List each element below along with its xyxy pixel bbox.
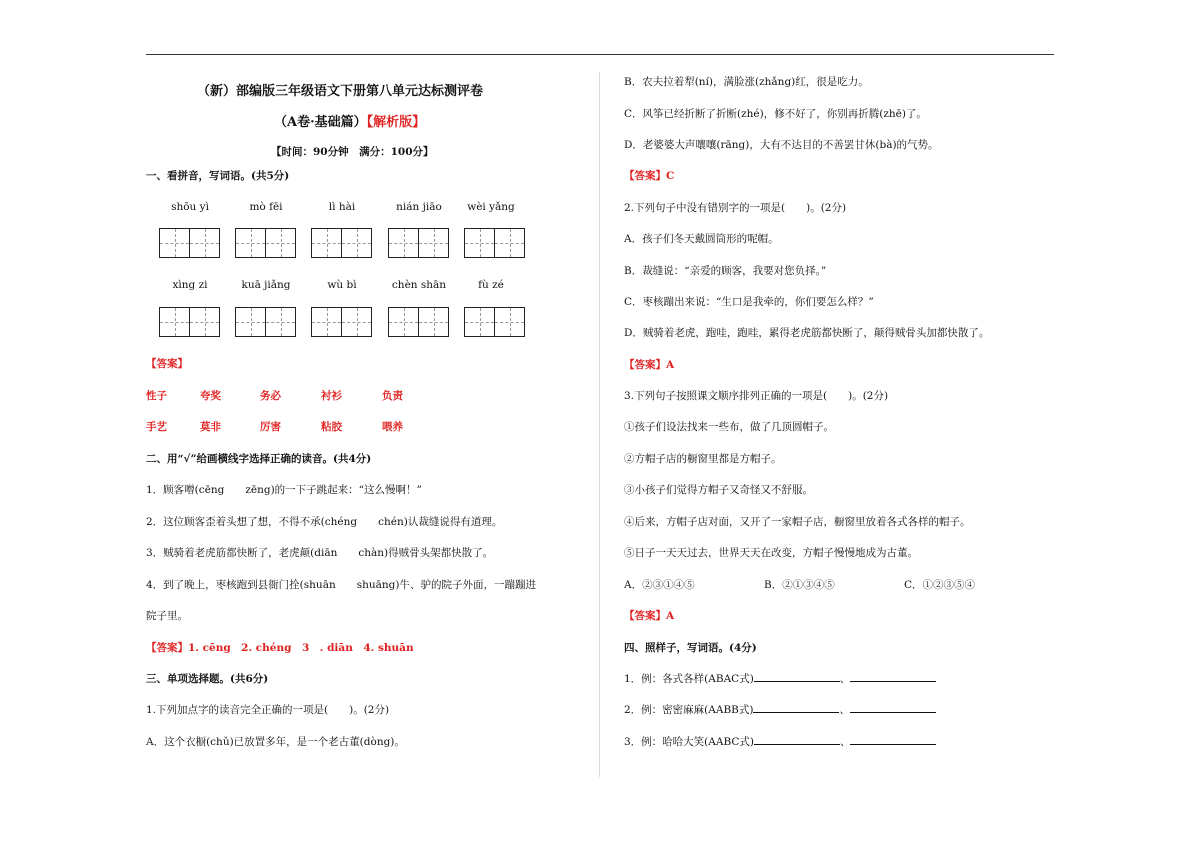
section3-q3-option-c: C．①②③⑤④ — [904, 579, 976, 591]
answer-word: 衬衫 — [321, 390, 342, 402]
section3-q1-option-a: A．这个衣橱(chǔ)已放置多年，是一个老古董(dòng)。 — [146, 736, 405, 748]
answer-word: 喂养 — [382, 421, 403, 433]
section4-heading: 四、照样子，写词语。(4分) — [624, 642, 757, 654]
section4-q3-label: 3．例：哈哈大笑(AABC式) — [624, 736, 754, 748]
answer-blank[interactable] — [754, 672, 840, 682]
answer-word: 务必 — [260, 390, 281, 402]
section3-q2-option-b: B．裁缝说：“亲爱的顾客，我要对您负择。” — [624, 265, 827, 277]
section3-q2: 2.下列句子中没有错别字的一项是( )。(2分) — [624, 202, 847, 214]
answer-word: 莫非 — [200, 421, 221, 433]
section1-heading: 一、看拼音，写词语。(共5分) — [146, 170, 290, 182]
section3-heading: 三、单项选择题。(共6分) — [146, 673, 269, 685]
section4-q3 — [624, 734, 936, 749]
section4-q1 — [624, 671, 936, 686]
section3-q1-option-c: C．风筝已经折断了折断(zhé)，修不好了，你别再折腾(zhē)了。 — [624, 108, 927, 120]
section3-q3-sentence-2: ②方帽子店的橱窗里都是方帽子。 — [624, 453, 782, 465]
section3-q3-sentence-5: ⑤日子一天天过去，世界天天在改变，方帽子慢慢地成为古董。 — [624, 547, 918, 559]
writing-box[interactable] — [388, 307, 449, 337]
page-title: （新）部编版三年级语文下册第八单元达标测评卷 — [197, 84, 484, 99]
writing-box[interactable] — [235, 228, 296, 258]
writing-box[interactable] — [159, 228, 220, 258]
answer-word: 性子 — [146, 390, 167, 402]
section2-q3: 3．贼骑着老虎筋都快断了，老虎颠(diān chàn)得贼骨头架都快散了。 — [146, 547, 494, 559]
section2-q1: 1．顾客噌(cēng zēng)的一下子跳起来：“这么慢啊！” — [146, 484, 422, 496]
section2-q2: 2．这位顾客歪着头想了想，不得不承(chéng chén)认裁缝说得有道理。 — [146, 516, 503, 528]
section3-q1-answer: 【答案】C — [624, 170, 675, 182]
pinyin-6: xìng zi — [172, 279, 208, 291]
section3-q3: 3.下列句子按照课文顺序排列正确的一项是( )。(2分) — [624, 390, 889, 402]
answer-word: 夸奖 — [200, 390, 221, 402]
section2-q4-cont: 院子里。 — [146, 610, 188, 622]
header-rule — [146, 54, 1054, 55]
answer-blank[interactable] — [850, 703, 936, 713]
section3-q2-option-a: A．孩子们冬天戴圆筒形的呢帽。 — [624, 233, 779, 245]
section3-q1-option-d: D．老婆婆大声嚷嚷(rāng)，大有不达目的不善罢甘休(bà)的气势。 — [624, 139, 939, 151]
subtitle-red: 【解析版】 — [366, 115, 426, 130]
subtitle-main: （A卷·基础篇） — [274, 115, 367, 130]
pinyin-2: mò fēi — [249, 201, 283, 213]
pinyin-7: kuā jiǎng — [241, 279, 291, 291]
writing-box[interactable] — [159, 307, 220, 337]
section1-answer-label: 【答案】 — [146, 358, 188, 370]
pinyin-8: wù bì — [327, 279, 357, 291]
section3-q3-sentence-1: ①孩子们设法找来一些布，做了几顶圆帽子。 — [624, 421, 834, 433]
section3-q1: 1.下列加点字的读音完全正确的一项是( )。(2分) — [146, 704, 390, 716]
answer-word: 手艺 — [146, 421, 167, 433]
section3-q3-sentence-4: ④后来，方帽子店对面，又开了一家帽子店，橱窗里放着各式各样的帽子。 — [624, 516, 971, 528]
pinyin-4: nián jiāo — [396, 201, 442, 213]
pinyin-1: shōu yì — [171, 201, 209, 213]
column-divider — [599, 72, 600, 777]
writing-box[interactable] — [464, 228, 525, 258]
answer-blank[interactable] — [753, 703, 839, 713]
separator: 、 — [839, 736, 851, 748]
section3-q3-option-a: A．②③①④⑤ — [624, 579, 695, 591]
section2-heading: 二、用“√”给画横线字选择正确的读音。(共4分) — [146, 453, 372, 465]
section3-q2-option-d: D．贼骑着老虎，跑哇，跑哇，累得老虎筋都快断了，颠得贼骨头加都快散了。 — [624, 327, 990, 339]
section2-answer: 【答案】1. cēng 2. chéng 3 . diān 4. shuān — [146, 642, 414, 654]
time-info: 【时间：90分钟 满分：100分】 — [271, 146, 434, 158]
answer-blank[interactable] — [850, 735, 936, 745]
answer-blank[interactable] — [754, 735, 840, 745]
section3-q2-answer: 【答案】A — [624, 359, 675, 371]
writing-box[interactable] — [311, 228, 372, 258]
pinyin-9: chèn shān — [391, 279, 447, 291]
section3-q3-option-b: B．②①③④⑤ — [764, 579, 835, 591]
pinyin-10: fù zé — [478, 279, 504, 291]
separator: 、 — [839, 704, 850, 716]
section4-q2 — [624, 702, 936, 717]
separator: 、 — [839, 673, 851, 685]
writing-box[interactable] — [388, 228, 449, 258]
pinyin-3: lì hài — [328, 201, 356, 213]
writing-box[interactable] — [235, 307, 296, 337]
pinyin-5: wèi yǎng — [467, 201, 515, 213]
section4-q1-label: 1．例：各式各样(ABAC式) — [624, 673, 754, 685]
answer-word: 粘胶 — [321, 421, 342, 433]
section2-q4: 4．到了晚上，枣核跑到县衙门拴(shuān shuāng)牛、驴的院子外面，一蹦蹦进 — [146, 579, 536, 591]
answer-word: 厉害 — [260, 421, 281, 433]
section3-q1-option-b: B．农夫拉着犁(ní)，满脸涨(zhǎng)红，很是吃力。 — [624, 76, 869, 88]
answer-word: 负责 — [382, 390, 403, 402]
writing-box[interactable] — [311, 307, 372, 337]
section3-q2-option-c: C．枣核蹦出来说：“生口是我牵的，你们要怎么样？” — [624, 296, 874, 308]
section3-q3-sentence-3: ③小孩子们觉得方帽子又奇怪又不舒服。 — [624, 484, 813, 496]
page-subtitle — [274, 111, 425, 130]
writing-box[interactable] — [464, 307, 525, 337]
answer-blank[interactable] — [850, 672, 936, 682]
section3-q3-answer: 【答案】A — [624, 610, 675, 622]
section4-q2-label: 2．例：密密麻麻(AABB式) — [624, 704, 754, 716]
